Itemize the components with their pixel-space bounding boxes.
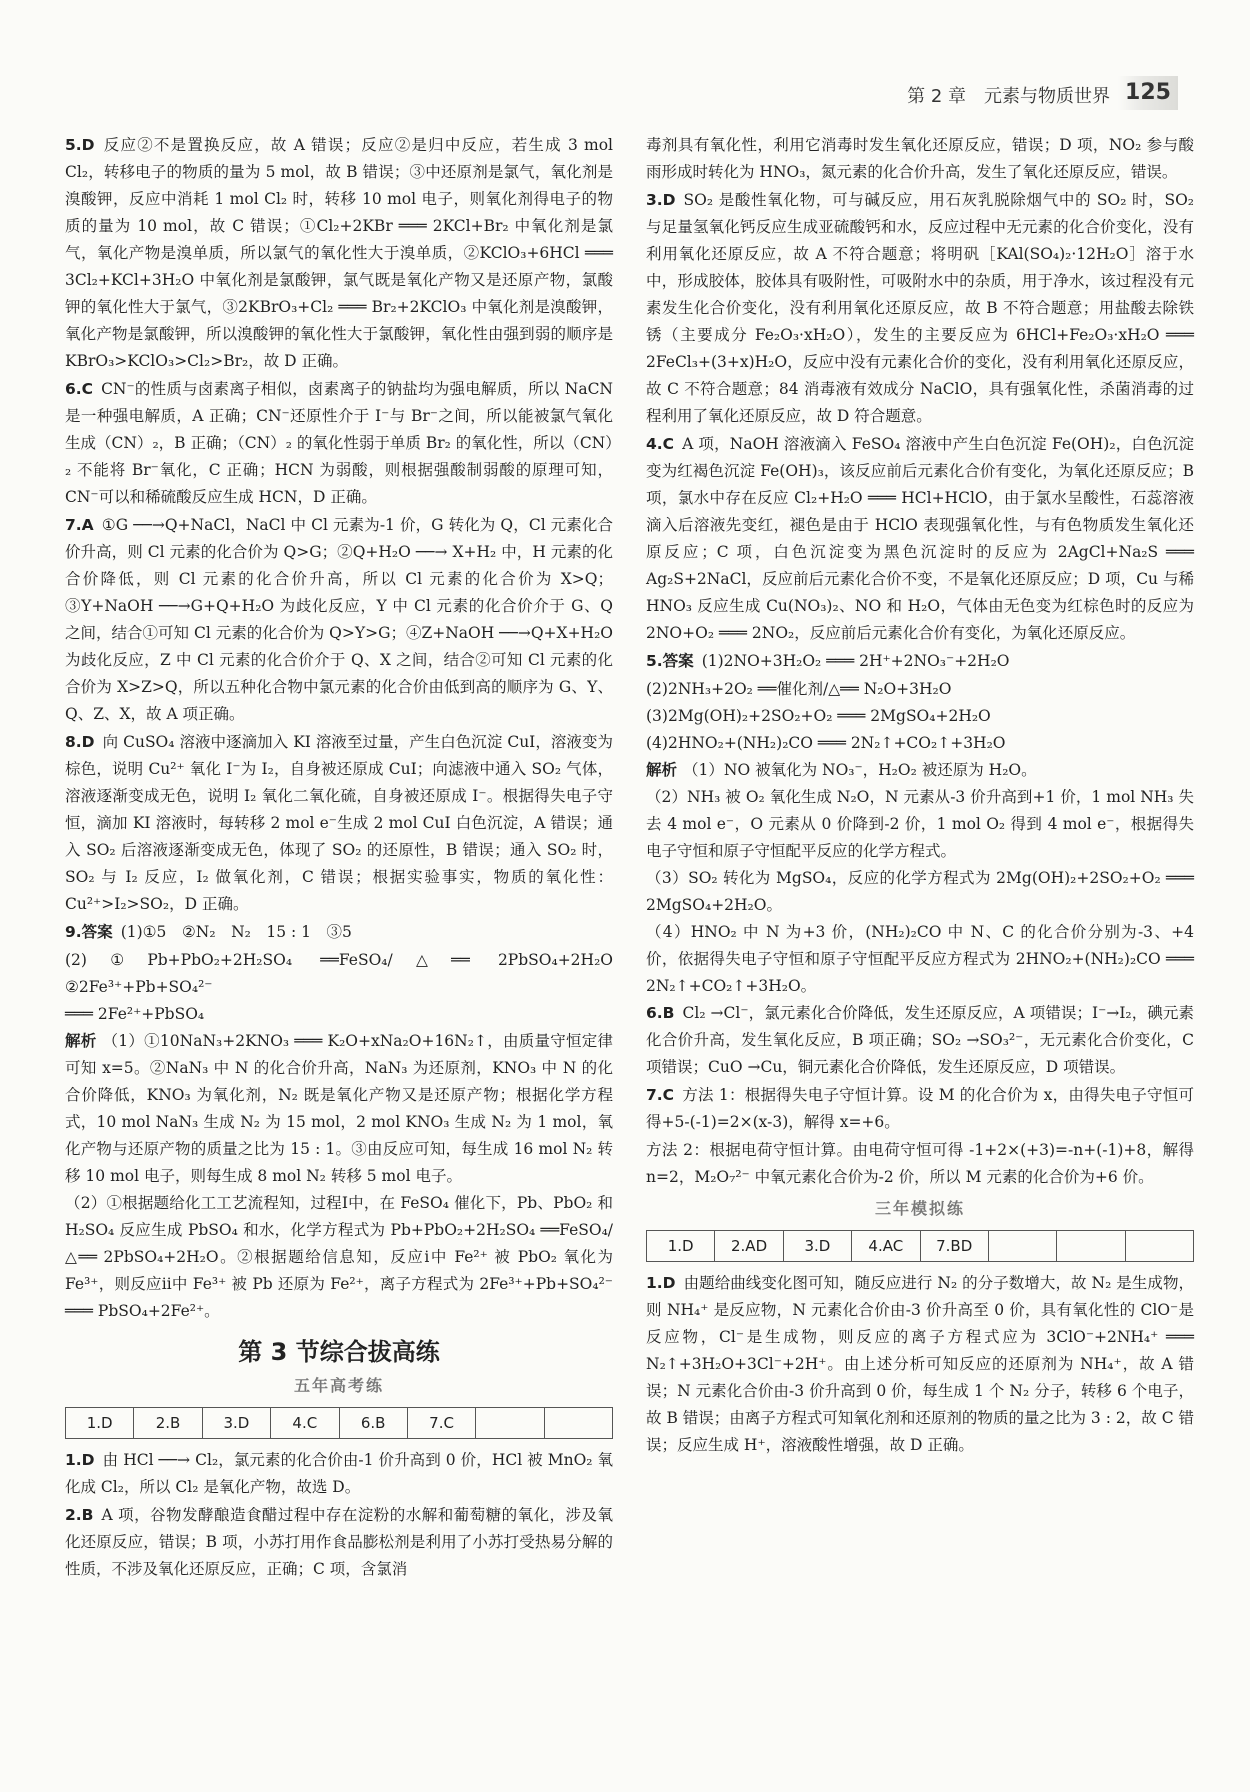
answer-text: A 项，NaOH 溶液滴入 FeSO₄ 溶液中产生白色沉淀 Fe(OH)₂，白色沉淀变为红褐色沉淀 Fe(OH)₃，该反应前后元素化合价有变化，为氧化还原反应；B 项，氯水中存在反应 Cl₂+H₂O ═══ HCl+HClO，由于氯水呈酸性，石蕊溶液滴入后溶液先变红，褪色是由于 HClO 表现强氧化性，与有色物质发生氧化还原反应；C 项，白色沉淀变为黑色沉淀时的反应为 2AgCl+Na₂S ═══ Ag₂S+2NaCl，反应前后元素化合价不变，不是氧化还原反应；D 项，Cu 与稀 HNO₃ 反应生成 Cu(NO₃)₂、NO 和 H₂O，气体由无色变为红棕色时的反应为 2NO+O₂ ═══ 2NO₂，反应前后元素化合价有变化，为氧化还原反应。 xyxy=(646,435,1194,642)
answer-item xyxy=(65,376,613,511)
answer-item xyxy=(646,1270,1194,1459)
answer-text: 毒剂具有氧化性，利用它消毒时发生氧化还原反应，错误；D 项，NO₂ 参与酸雨形成时转化为 HNO₃，氮元素的化合价升高，发生了氧化还原反应，错误。 xyxy=(646,136,1194,181)
answer-table xyxy=(65,1407,613,1439)
analysis-text: （1）NO 被氧化为 NO₃⁻，H₂O₂ 被还原为 H₂O。 xyxy=(683,761,1037,779)
answer-item xyxy=(65,1502,613,1583)
answer-cell: 6.B xyxy=(339,1408,407,1439)
analysis-paragraph: （2）①根据题给化工工艺流程知，过程Ⅰ中，在 FeSO₄ 催化下，Pb、PbO₂ 和 H₂SO₄ 反应生成 PbSO₄ 和水，化学方程式为 Pb+PbO₂+2H₂SO₄ ══FeSO₄/△══ 2PbSO₄+2H₂O。②根据题给信息知，反应ⅰ中 Fe²⁺ 被 PbO₂ 氧化为 Fe³⁺，则反应ⅱ中 Fe³⁺ 被 Pb 还原为 Fe²⁺，离子方程式为 2Fe³⁺+Pb+SO₄²⁻ ═══ PbSO₄+2Fe²⁺。 xyxy=(65,1194,613,1320)
answer-cell: 7.BD xyxy=(920,1231,988,1262)
page-number: 125 xyxy=(1118,76,1178,110)
answer-item xyxy=(646,1137,1194,1191)
answer-item xyxy=(646,1082,1194,1136)
answer-cell: 3.D xyxy=(783,1231,851,1262)
chapter-title: 第 2 章 元素与物质世界 xyxy=(907,86,1110,107)
equation-line: (2)2NH₃+2O₂ ══催化剂/△══ N₂O+3H₂O xyxy=(646,680,952,698)
answer-text: 向 CuSO₄ 溶液中逐滴加入 KI 溶液至过量，产生白色沉淀 CuI，溶液变为棕色，说明 Cu²⁺ 氧化 I⁻为 I₂，自身被还原成 CuI；向滤液中通入 SO₂ 气体，溶液逐渐变成无色，说明 I₂ 氧化二氧化硫，自身被还原成 I⁻。根据得失电子守恒，滴加 KI 溶液时，每转移 2 mol e⁻生成 2 mol CuI 白色沉淀，A 错误；通入 SO₂ 后溶液逐渐变成无色，体现了 SO₂ 的还原性，B 错误；通入 SO₂ 时，SO₂ 与 I₂ 反应，I₂ 做氧化剂，C 错误；根据实验事实，物质的氧化性：Cu²⁺>I₂>SO₂，D 正确。 xyxy=(65,733,613,913)
question-number: 1.D xyxy=(65,1451,95,1469)
answer-item xyxy=(65,729,613,918)
equation-line: (4)2HNO₂+(NH₂)₂CO ═══ 2N₂↑+CO₂↑+3H₂O xyxy=(646,734,1006,752)
answer-cell: 2.B xyxy=(134,1408,202,1439)
analysis-paragraph xyxy=(65,1028,613,1190)
subsection-title: 三年模拟练 xyxy=(874,1199,965,1218)
answer-text: Cl₂ →Cl⁻，氯元素化合价降低，发生还原反应，A 项错误；I⁻→I₂，碘元素化合价升高，发生氧化反应，B 项正确；SO₂ →SO₃²⁻，无元素化合价变化，C 项错误；CuO →Cu，铜元素化合价降低，发生还原反应，D 项错误。 xyxy=(646,1004,1194,1076)
answer-cell: 7.C xyxy=(407,1408,475,1439)
analysis-text: （1）①10NaN₃+2KNO₃ ═══ K₂O+xNa₂O+16N₂↑，由质量守恒定律可知 x=5。②NaN₃ 中 N 的化合价升高，NaN₃ 为还原剂，KNO₃ 中 N 的化合价降低，KNO₃ 为氧化剂，N₂ 既是氧化产物又是还原产物；根据化学方程式，10 mol NaN₃ 生成 N₂ 为 15 mol，2 mol KNO₃ 生成 N₂ 为 1 mol，氧化产物与还原产物的质量之比为 15 : 1。③由反应可知，每生成 16 mol N₂ 转移 10 mol 电子，则每生成 8 mol N₂ 转移 5 mol 电子。 xyxy=(65,1032,613,1185)
answer-item xyxy=(65,512,613,728)
analysis-paragraph: （2）NH₃ 被 O₂ 氧化生成 N₂O，N 元素从-3 价升高到+1 价，1 mol NH₃ 失去 4 mol e⁻，O 元素从 0 价降到-2 价，1 mol O₂ 得到 4 mol e⁻，根据得失电子守恒和原子守恒配平反应的化学方程式。 xyxy=(646,788,1194,860)
right-column xyxy=(646,132,1194,1460)
answer-table xyxy=(646,1230,1194,1262)
question-number: 3.D xyxy=(646,191,676,209)
answer-item-9 xyxy=(65,919,613,946)
answer-text: 由 HCl ──→ Cl₂，氯元素的化合价由-1 价升高到 0 价，HCl 被 MnO₂ 氧化成 Cl₂，所以 Cl₂ 是氧化产物，故选 D。 xyxy=(65,1451,613,1496)
answer-cell: 1.D xyxy=(66,1408,134,1439)
answer-item xyxy=(65,1447,613,1501)
question-number: 7.C xyxy=(646,1086,675,1104)
answer-text: 反应②不是置换反应，故 A 错误；反应②是归中反应，若生成 3 mol Cl₂，转移电子的物质的量为 5 mol，故 B 错误；③中还原剂是氯气，氧化剂是溴酸钾，反应中消耗 1 mol Cl₂ 时，转移 10 mol 电子，则氧化剂得电子的物质的量为 10 mol，故 C 错误；①Cl₂+2KBr ═══ 2KCl+Br₂ 中氧化剂是氯气，氧化产物是溴单质，所以氯气的氧化性大于溴单质，②KClO₃+6HCl ═══ 3Cl₂+KCl+3H₂O 中氧化剂是氯酸钾，氯气既是氧化产物又是还原产物，氯酸钾的氧化性大于氯气，③2KBrO₃+Cl₂ ═══ Br₂+2KClO₃ 中氧化剂是溴酸钾，氧化产物是氯酸钾，所以溴酸钾的氧化性大于氯酸钾，氧化性由强到弱的顺序是 KBrO₃>KClO₃>Cl₂>Br₂，故 D 正确。 xyxy=(65,136,613,370)
answer-text: ①G ──→Q+NaCl，NaCl 中 Cl 元素为-1 价，G 转化为 Q，Cl 元素化合价升高，则 Cl 元素的化合价为 Q>G；②Q+H₂O ──→ X+H₂ 中，H 元素的化合价降低，则 Cl 元素的化合价升高，所以 Cl 元素的化合价为 X>Q；③Y+NaOH ──→G+Q+H₂O 为歧化反应，Y 中 Cl 元素的化合价介于 G、Q 之间，结合①可知 Cl 元素的化合价为 Q>Y>G；④Z+NaOH ──→Q+X+H₂O 为歧化反应，Z 中 Cl 元素的化合价介于 Q、X 之间，结合②可知 Cl 元素的化合价为 X>Z>Q，所以五种化合物中氯元素的化合价由低到高的顺序为 G、Y、Q、Z、X，故 A 项正确。 xyxy=(65,516,613,723)
analysis-paragraph: （3）SO₂ 转化为 MgSO₄，反应的化学方程式为 2Mg(OH)₂+2SO₂+O₂ ═══ 2MgSO₄+2H₂O。 xyxy=(646,869,1194,914)
equation-line: ═══ 2Fe²⁺+PbSO₄ xyxy=(65,1005,205,1023)
section-title: 第 3 节综合拔高练 xyxy=(238,1338,440,1366)
subsection-title: 五年高考练 xyxy=(293,1376,384,1395)
answer-cell: 4.AC xyxy=(852,1231,920,1262)
question-number: 6.B xyxy=(646,1004,675,1022)
answer-line: (1)①5 ②N₂ N₂ 15 : 1 ③5 xyxy=(120,923,352,941)
question-number: 5.D xyxy=(65,136,95,154)
analysis-paragraph xyxy=(646,757,1194,784)
answer-cell xyxy=(476,1408,544,1439)
answer-item-5 xyxy=(646,648,1194,675)
answer-cell: 2.AD xyxy=(715,1231,783,1262)
answer-item xyxy=(65,132,613,375)
question-number: 7.A xyxy=(65,516,94,534)
answer-cell: 4.C xyxy=(271,1408,339,1439)
page-header xyxy=(0,80,1250,114)
equation-line: (1)2NO+3H₂O₂ ═══ 2H⁺+2NO₃⁻+2H₂O xyxy=(701,652,1010,670)
answer-cell: 1.D xyxy=(647,1231,715,1262)
question-number: 6.C xyxy=(65,380,94,398)
left-column xyxy=(65,132,629,1584)
answer-text: SO₂ 是酸性氧化物，可与碱反应，用石灰乳脱除烟气中的 SO₂ 时，SO₂ 与足量氢氧化钙反应生成亚硫酸钙和水，反应过程中无元素的化合价变化，没有利用氧化还原反应，故 A 不符合题意；将明矾［KAl(SO₄)₂·12H₂O］溶于水中，形成胶体，胶体具有吸附性，可吸附水中的杂质，用于净水，该过程没有元素发生化合价变化，没有利用氧化还原反应，故 B 不符合题意；用盐酸去除铁锈（主要成分 Fe₂O₃·xH₂O），发生的主要反应为 6HCl+Fe₂O₃·xH₂O ═══ 2FeCl₃+(3+x)H₂O，反应中没有元素化合价的变化，没有利用氧化还原反应，故 C 不符合题意；84 消毒液有效成分 NaClO，具有强氧化性，杀菌消毒的过程利用了氧化还原反应，故 D 符合题意。 xyxy=(646,191,1194,425)
question-number: 9.答案 xyxy=(65,923,113,941)
answer-item xyxy=(646,1000,1194,1081)
answer-item xyxy=(646,431,1194,647)
answer-cell xyxy=(1125,1231,1193,1262)
equation-line: (3)2Mg(OH)₂+2SO₂+O₂ ═══ 2MgSO₄+2H₂O xyxy=(646,707,991,725)
answer-text: 由题给曲线变化图可知，随反应进行 N₂ 的分子数增大，故 N₂ 是生成物，则 NH₄⁺ 是反应物，N 元素化合价由-3 价升高至 0 价，具有氧化性的 ClO⁻是反应物，Cl⁻是生成物，则反应的离子方程式应为 3ClO⁻+2NH₄⁺ ═══ N₂↑+3H₂O+3Cl⁻+2H⁺。由上述分析可知反应的还原剂为 NH₄⁺，故 A 错误；N 元素化合价由-3 价升高到 0 价，每生成 1 个 N₂ 分子，转移 6 个电子，故 B 错误；由离子方程式可知氧化剂和还原剂的物质的量之比为 3 : 2，故 C 错误；反应生成 H⁺，溶液酸性增强，故 D 正确。 xyxy=(646,1274,1194,1454)
answer-item xyxy=(646,132,1194,186)
answer-text: 方法 2：根据电荷守恒计算。由电荷守恒可得 -1+2×(+3)=-n+(-1)+8，解得 n=2，M₂O₇²⁻ 中氧元素化合价为-2 价，所以 M 元素的化合价为+6 价。 xyxy=(646,1141,1194,1186)
answer-cell xyxy=(988,1231,1056,1262)
question-number: 1.D xyxy=(646,1274,676,1292)
question-number: 4.C xyxy=(646,435,675,453)
answer-cell xyxy=(544,1408,612,1439)
answer-text: A 项，谷物发酵酿造食醋过程中存在淀粉的水解和葡萄糖的氧化，涉及氧化还原反应，错误；B 项，小苏打用作食品膨松剂是利用了小苏打受热易分解的性质，不涉及氧化还原反应，正确；C 项，含氯消 xyxy=(65,1506,613,1578)
equation-line: (2)①Pb+PbO₂+2H₂SO₄ ══FeSO₄/△══ 2PbSO₄+2H₂O ②2Fe³⁺+Pb+SO₄²⁻ xyxy=(65,951,629,996)
answer-text: 方法 1：根据得失电子守恒计算。设 M 的化合价为 x，由得失电子守恒可得+5-(-1)=2×(x-3)，解得 x=+6。 xyxy=(646,1086,1194,1131)
answer-item xyxy=(646,187,1194,430)
question-number: 5.答案 xyxy=(646,652,694,670)
analysis-label: 解析 xyxy=(65,1032,97,1050)
analysis-paragraph: （4）HNO₂ 中 N 为+3 价，(NH₂)₂CO 中 N、C 的化合价分别为-3、+4 价，依据得失电子守恒和原子守恒配平反应方程式为 2HNO₂+(NH₂)₂CO ═══ 2N₂↑+CO₂↑+3H₂O。 xyxy=(646,923,1194,995)
question-number: 2.B xyxy=(65,1506,94,1524)
question-number: 8.D xyxy=(65,733,95,751)
answer-cell xyxy=(1057,1231,1125,1262)
answer-text: CN⁻的性质与卤素离子相似，卤素离子的钠盐均为强电解质，所以 NaCN 是一种强电解质，A 正确；CN⁻还原性介于 I⁻与 Br⁻之间，所以能被氯气氧化生成（CN）₂，B 正确；（CN）₂ 的氧化性弱于单质 Br₂ 的氧化性，所以（CN）₂ 不能将 Br⁻氧化，C 正确；HCN 为弱酸，则根据强酸制弱酸的原理可知，CN⁻可以和稀硫酸反应生成 HCN，D 正确。 xyxy=(65,380,613,506)
answer-cell: 3.D xyxy=(202,1408,270,1439)
analysis-label: 解析 xyxy=(646,761,678,779)
